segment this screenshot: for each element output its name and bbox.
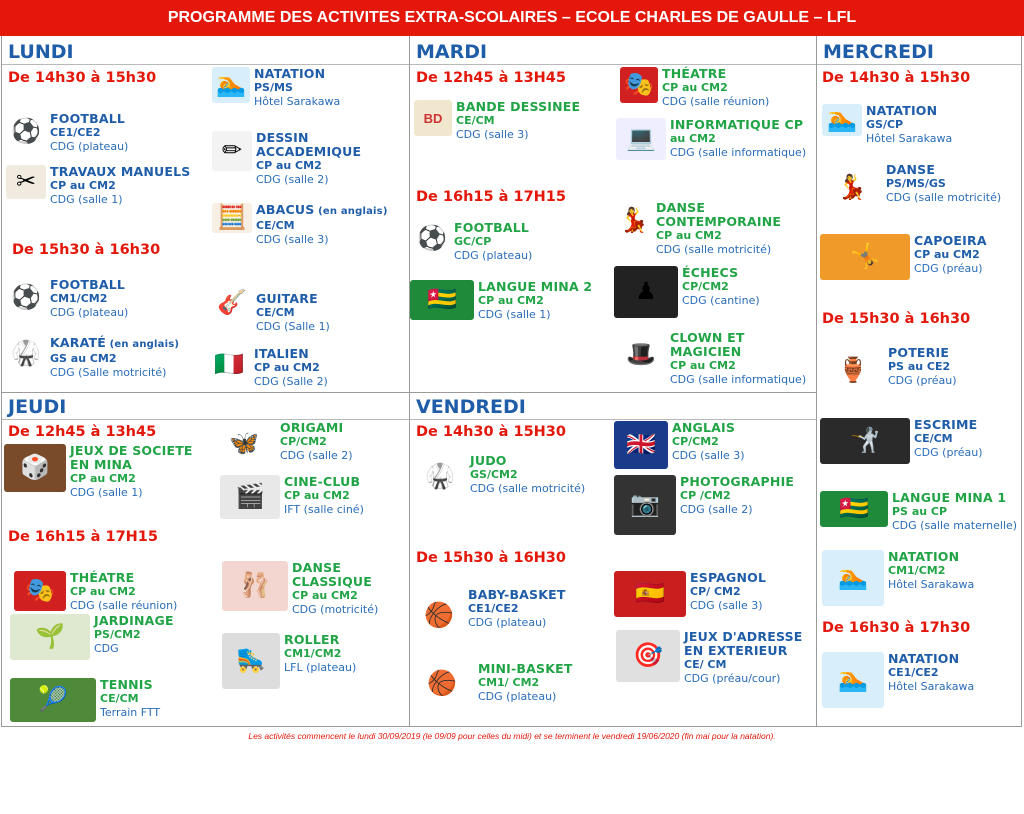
activity-location: CDG (plateau) (454, 249, 533, 262)
activity-34 (414, 454, 585, 500)
activity-11 (414, 100, 580, 142)
activity-36 (614, 475, 794, 535)
day-header-jeudi: JEUDI (2, 394, 409, 420)
pottery-icon: 🏺 (822, 346, 884, 396)
activity-39 (410, 662, 573, 706)
skill-games-icon: 🎯 (616, 630, 680, 682)
footer-note: Les activités commencent le lundi 30/09/2019 (le 09/09 pour celles du midi) et se terminent le vendredi 19/06/2020 (fin mai pour la natation). (248, 731, 776, 741)
activity-location: CDG (préau) (914, 446, 983, 459)
page-title: PROGRAMME DES ACTIVITES EXTRA-SCOLAIRES – ECOLE CHARLES DE GAULLE – LFL (0, 0, 1024, 36)
activity-level: CM1/CM2 (50, 292, 108, 305)
activity-location: CDG (plateau) (50, 306, 129, 319)
activity-3 (212, 131, 376, 187)
activity-location: CDG (plateau) (478, 690, 557, 703)
chess-icon: ♟ (614, 266, 678, 318)
activity-25 (822, 652, 974, 708)
activity-level: CP au CM2 (292, 589, 358, 602)
activity-location: CDG (salle 2) (680, 503, 753, 516)
activity-level: CE1/CE2 (468, 602, 519, 615)
activity-location: Terrain FTT (100, 706, 161, 719)
activity-name: THÉATRE (70, 570, 135, 585)
swimmer-icon: 🏊 (822, 104, 862, 136)
activity-name: MINI-BASKET (478, 661, 573, 676)
activity-level: CE1/CE2 (888, 666, 939, 679)
activity-level: CP au CM2 (256, 159, 322, 172)
origami-icon: 🦋 (212, 421, 276, 467)
activity-location: CDG (préau/cour) (684, 672, 781, 685)
activity-8 (6, 336, 179, 380)
time-slot-mardi-2: De 16h15 à 17H15 (416, 189, 566, 205)
italian-flag-icon: 🇮🇹 (208, 347, 250, 383)
activity-location: CDG (salle 3) (690, 599, 763, 612)
activity-14 (616, 201, 796, 257)
grid-left-border (1, 36, 2, 727)
activity-level: CE/CM (256, 306, 295, 319)
activity-level: CP au CM2 (914, 248, 980, 261)
activity-1 (212, 67, 340, 109)
activity-level: GS/CP (866, 118, 904, 131)
activity-name: TRAVAUX MANUELS (50, 164, 191, 179)
activity-2 (6, 112, 128, 154)
activity-name: ROLLER (284, 632, 340, 647)
activity-level: CM1/CM2 (888, 564, 946, 577)
activity-13 (414, 221, 532, 263)
activity-location: CDG (préau) (914, 262, 983, 275)
activity-name: LANGUE MINA 1 (892, 490, 1007, 505)
activity-29 (14, 571, 177, 613)
activity-level: CP au CM2 (670, 359, 736, 372)
activity-31 (10, 614, 174, 660)
activity-location: CDG (salle 3) (672, 449, 745, 462)
uk-flag-icon: 🇬🇧 (614, 421, 668, 469)
time-slot-mercredi-2: De 15h30 à 16h30 (822, 311, 971, 327)
activity-name: DANSE CONTEMPORAINE (656, 200, 782, 229)
time-slot-mercredi-1: De 14h30 à 15h30 (822, 70, 971, 86)
activity-name: FOOTBALL (50, 277, 126, 292)
camera-icon: 📷 (614, 475, 676, 535)
activity-level: GC/CP (454, 235, 492, 248)
activity-level: PS au CP (892, 505, 948, 518)
grid-col-divider-2 (816, 36, 817, 727)
activity-10 (620, 67, 769, 109)
activity-location: CDG (salle motricité) (656, 243, 772, 256)
activity-level: CP au CM2 (50, 179, 116, 192)
activity-name: JEUX D'ADRESSE EN EXTERIEUR (684, 629, 803, 658)
time-slot-vendredi-1: De 14h30 à 15H30 (416, 424, 566, 440)
activity-22 (820, 418, 983, 464)
activity-location: CDG (Salle motricité) (50, 366, 167, 379)
activity-location: CDG (salle motricité) (470, 482, 586, 495)
activity-21 (822, 346, 957, 396)
activity-level: CP/CM2 (672, 435, 719, 448)
dance-icon: 💃 (822, 163, 882, 213)
activity-location: Hôtel Sarakawa (888, 680, 975, 693)
activity-name: ESPAGNOL (690, 570, 767, 585)
activity-name: FOOTBALL (454, 220, 530, 235)
activity-location: CDG (salle maternelle) (892, 519, 1018, 532)
activity-name: TENNIS (100, 677, 153, 692)
activity-name: JARDINAGE (94, 613, 174, 628)
activity-17 (616, 331, 806, 387)
activity-level: PS/CM2 (94, 628, 141, 641)
activity-location: CDG (plateau) (50, 140, 129, 153)
activity-name: ITALIEN (254, 346, 309, 361)
activity-name: NATATION (866, 103, 938, 118)
activity-location: CDG (Salle 2) (254, 375, 328, 388)
activity-location: CDG (salle 2) (256, 173, 329, 186)
activity-name: POTERIE (888, 345, 950, 360)
activity-location: CDG (salle 2) (280, 449, 353, 462)
activity-location: CDG (cantine) (682, 294, 760, 307)
activity-33 (10, 678, 160, 722)
activity-name: INFORMATIQUE CP (670, 117, 804, 132)
activity-23 (820, 491, 1017, 533)
activity-level: CP au CM2 (70, 585, 136, 598)
football-icon: ⚽ (6, 112, 46, 152)
activity-name: CINE-CLUB (284, 474, 361, 489)
activity-name: BABY-BASKET (468, 587, 566, 602)
activity-name: LANGUE MINA 2 (478, 279, 593, 294)
computer-icon: 💻 (616, 118, 666, 160)
time-slot-vendredi-2: De 15h30 à 16H30 (416, 550, 566, 566)
swimmer-icon: 🏊 (212, 67, 250, 103)
activity-location: CDG (motricité) (292, 603, 379, 616)
basketball-icon: 🏀 (414, 588, 464, 644)
activity-4 (6, 165, 190, 207)
activity-level: GS/CM2 (470, 468, 518, 481)
togo-flag-icon: 🇹🇬 (410, 280, 474, 320)
capoeira-icon: 🤸 (820, 234, 910, 280)
karate-icon: 🥋 (6, 336, 46, 372)
activity-name: KARATÉ (en anglais) (50, 335, 180, 350)
activity-location: IFT (salle ciné) (284, 503, 364, 516)
activity-19 (822, 163, 1001, 213)
activity-level: CP au CM2 (656, 229, 722, 242)
activity-name: NATATION (888, 651, 960, 666)
activity-level: CE/CM (100, 692, 139, 705)
activity-20 (820, 234, 987, 280)
activity-level: CE1/CE2 (50, 126, 101, 139)
grid-bottom-border (1, 726, 1022, 727)
activity-7 (212, 289, 330, 334)
activity-level: CP/ CM2 (690, 585, 741, 598)
activity-26 (212, 421, 353, 467)
activity-location: Hôtel Sarakawa (866, 132, 953, 145)
time-slot-lundi-1: De 14h30 à 15h30 (8, 70, 157, 86)
activity-38 (614, 571, 766, 617)
activity-name: BANDE DESSINEE (456, 99, 581, 114)
activity-level: CP /CM2 (680, 489, 731, 502)
activity-16 (614, 266, 760, 318)
activity-location: CDG (salle réunion) (70, 599, 178, 612)
day-header-mardi: MARDI (410, 39, 816, 65)
theatre-icon: 🎭 (620, 67, 658, 103)
fencing-icon: 🤺 (820, 418, 910, 464)
activity-name: FOOTBALL (50, 111, 126, 126)
ballet-icon: 🩰 (222, 561, 288, 611)
grid-row-divider (1, 392, 817, 393)
activity-30 (222, 561, 392, 617)
activity-level: PS au CE2 (888, 360, 951, 373)
activity-18 (822, 104, 952, 146)
activity-location: CDG (salle 1) (70, 486, 143, 499)
day-header-mercredi: MERCREDI (817, 39, 1021, 65)
theatre-icon: 🎭 (14, 571, 66, 611)
cinema-icon: 🎬 (220, 475, 280, 519)
roller-icon: 🛼 (222, 633, 280, 689)
grid-right-border (1021, 36, 1022, 727)
dance-icon: 💃 (616, 201, 652, 241)
gardening-icon: 🌱 (10, 614, 90, 660)
activity-level: CP au CM2 (70, 472, 136, 485)
day-header-vendredi: VENDREDI (410, 394, 816, 420)
activity-24 (822, 550, 974, 606)
activity-level: CP/CM2 (280, 435, 327, 448)
activity-name: GUITARE (256, 291, 318, 306)
activity-location: CDG (salle motricité) (886, 191, 1002, 204)
activity-location: CDG (salle réunion) (662, 95, 770, 108)
board-game-icon: 🎲 (4, 444, 66, 492)
activity-name-note: (en anglais) (314, 206, 388, 217)
activity-name: NATATION (254, 66, 326, 81)
activity-name: THÉATRE (662, 66, 727, 81)
activity-name: JEUX DE SOCIETE EN MINA (70, 443, 193, 472)
activity-location: CDG (plateau) (468, 616, 547, 629)
activity-32 (222, 633, 356, 689)
activity-name: ÉCHECS (682, 265, 739, 280)
activity-location: CDG (salle 3) (256, 233, 329, 246)
abacus-icon: 🧮 (212, 203, 252, 233)
activity-location: Hôtel Sarakawa (254, 95, 341, 108)
spain-flag-icon: 🇪🇸 (614, 571, 686, 617)
activity-name: DANSE CLASSIQUE (292, 560, 373, 589)
activity-location: CDG (salle informatique) (670, 373, 807, 386)
activity-location: LFL (plateau) (284, 661, 357, 674)
tennis-icon: 🎾 (10, 678, 96, 722)
activity-9 (208, 347, 328, 389)
activity-name: JUDO (470, 453, 507, 468)
activity-27 (4, 444, 210, 500)
activity-15 (410, 280, 592, 322)
activity-name: DESSIN ACCADEMIQUE (256, 130, 362, 159)
activity-6 (6, 278, 128, 320)
activity-location: CDG (salle 3) (456, 128, 529, 141)
activity-location: Hôtel Sarakawa (888, 578, 975, 591)
activity-level: CM1/CM2 (284, 647, 342, 660)
activity-location: CDG (préau) (888, 374, 957, 387)
basketball-icon: 🏀 (410, 662, 474, 706)
crafts-icon: ✂ (6, 165, 46, 199)
togo-flag-icon: 🇹🇬 (820, 491, 888, 527)
swimmer-icon: 🏊 (822, 550, 884, 606)
activity-name: ORIGAMI (280, 420, 344, 435)
judo-icon: 🥋 (414, 454, 466, 500)
activity-level: CE/ CM (684, 658, 727, 671)
activity-name-tail: CP (779, 117, 804, 132)
activity-name-note: (en anglais) (105, 339, 180, 350)
activity-name: ANGLAIS (672, 420, 736, 435)
activity-35 (614, 421, 745, 469)
activity-level: CE/CM (456, 114, 495, 127)
activity-level: CP/CM2 (682, 280, 729, 293)
time-slot-mercredi-3: De 16h30 à 17h30 (822, 620, 971, 636)
guitar-icon: 🎸 (212, 292, 252, 314)
drawing-icon: ✏ (212, 131, 252, 171)
activity-level: PS/MS (254, 81, 293, 94)
magician-icon: 🎩 (616, 331, 666, 379)
day-header-lundi: LUNDI (2, 39, 409, 65)
activity-location: CDG (salle 1) (50, 193, 123, 206)
activity-12 (616, 118, 806, 160)
activity-name: ABACUS (en anglais) (256, 202, 388, 217)
activity-40 (616, 630, 814, 686)
activity-name: ESCRIME (914, 417, 978, 432)
time-slot-jeudi-1: De 12h45 à 13h45 (8, 424, 157, 440)
activity-5 (212, 203, 388, 247)
activity-28 (220, 475, 364, 519)
activity-level: CM1/ CM2 (478, 676, 540, 689)
activity-name: PHOTOGRAPHIE (680, 474, 795, 489)
comic-icon: BD (414, 100, 452, 136)
activity-location: CDG (Salle 1) (256, 320, 330, 333)
football-icon: ⚽ (414, 221, 450, 257)
activity-name: NATATION (888, 549, 960, 564)
activity-level: CP au CM2 (284, 489, 350, 502)
activity-location: CDG (salle 1) (478, 308, 551, 321)
grid-col-divider-1 (409, 36, 410, 727)
activity-37 (414, 588, 566, 644)
activity-level: CP au CM2 (478, 294, 544, 307)
activity-level: CE/CM (914, 432, 953, 445)
activity-name: CLOWN ET MAGICIEN (670, 330, 745, 359)
time-slot-jeudi-2: De 16h15 à 17H15 (8, 529, 158, 545)
activity-location: CDG (94, 642, 119, 655)
football-icon: ⚽ (6, 278, 46, 318)
activity-level: CE/CM (256, 219, 295, 232)
activity-level: CP au CM2 (254, 361, 320, 374)
activity-name: CAPOEIRA (914, 233, 987, 248)
swimmer-icon: 🏊 (822, 652, 884, 708)
activity-location: CDG (salle informatique) (670, 146, 807, 159)
activity-level: CP au CM2 (662, 81, 728, 94)
activity-name: DANSE (886, 162, 936, 177)
time-slot-mardi-1: De 12h45 à 13H45 (416, 70, 566, 86)
activity-level: GS au CM2 (50, 352, 117, 365)
activity-level: au CM2 (670, 132, 716, 145)
activity-level: PS/MS/GS (886, 177, 946, 190)
time-slot-lundi-2: De 15h30 à 16h30 (12, 242, 161, 258)
